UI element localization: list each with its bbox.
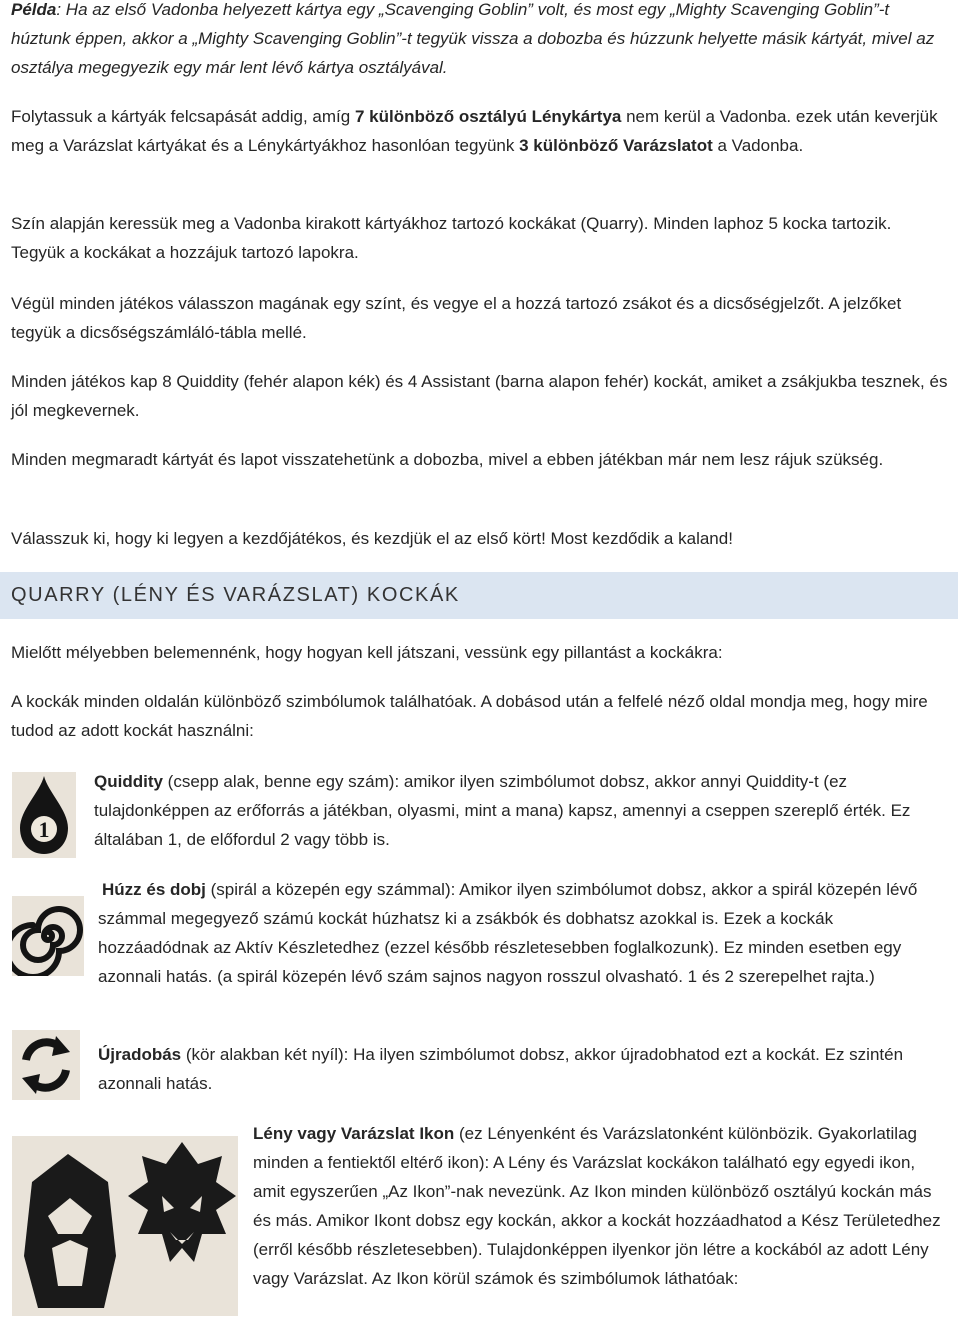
example-paragraph	[11, 0, 948, 82]
example-text: : Ha az első Vadonba helyezett kártya egy „Scavenging Goblin” volt, és most egy „Mighty Scavenging Goblin”-t húztunk éppen, akkor a „Mighty Scavenging Goblin”-t tegyük vissza a dobozba és húzzunk helyette másik kártyát, mivel az osztálya megegyezik egy már lent lévő kártya osztályával.	[11, 0, 935, 77]
reroll-arrows-icon	[12, 1030, 80, 1100]
icon-text: (ez Lényenként és Varázslatonként különbözik. Gyakorlatilag minden a fentiektől eltérő ikon): A Lény és Varázslat kockákon található egy egyedi ikon, amit egyszerűen „Az Ikon”-nak nevezünk. Az Ikon minden különböző osztályú kockán más és más. Amikor Ikont dobsz egy kockán, akkor a kockát hozzáadhatod a Kész Területedhez (erről később részletesebben). Tulajdonképpen ilyenkor jön létre a kockából az adott Lény vagy Varázslat. Az Ikon körül számok és szimbólumok láthatóak:	[253, 1124, 941, 1288]
quiddity-term: Quiddity	[94, 772, 163, 791]
draw-text: (spirál a közepén egy számmal): Amikor ilyen szimbólumot dobsz, akkor a spirál közepén lévő számmal megegyező számú kockát húzhatsz ki a zsákbók és dobhatsz azokkal is. Ezek a kockák hozzáadódnak az Aktív Készletedhez (ezzel később részletesebben foglalkozunk). Ez minden esetben egy azonnali hatás. (a spirál közepén lévő szám sajnos nagyon rosszul olvasható. 1 és 2 szerepelhet rajta.)	[98, 880, 918, 986]
wilds-setup-paragraph	[11, 102, 948, 160]
player-dice-paragraph: Minden játékos kap 8 Quiddity (fehér alapon kék) és 4 Assistant (barna alapon fehér) kockát, amiket a zsákjukba tesznek, és jól megkevernek.	[11, 372, 948, 420]
hooded-figure-icon	[24, 1154, 116, 1308]
text-run: Folytassuk a kártyák felcsapását addig, amíg	[11, 107, 355, 126]
draw-description	[98, 875, 946, 991]
dice-faces-paragraph: A kockák minden oldalán különböző szimbólumok találhatóak. A dobásod után a felfelé néző oldal mondja meg, hogy mire tudod az adott kockát használni:	[11, 692, 928, 740]
spiral-icon	[12, 896, 84, 976]
example-label: Példa	[11, 0, 57, 19]
creature-spell-icons	[12, 1136, 238, 1316]
bold-run: 7 különböző osztályú Lénykártya	[354, 107, 622, 126]
icon-description	[253, 1119, 942, 1293]
quiddity-number: 1	[38, 817, 50, 842]
reroll-description	[98, 1040, 946, 1098]
section-heading: QUARRY (LÉNY ÉS VARÁZSLAT) KOCKÁK	[0, 572, 958, 619]
quiddity-text: (csepp alak, benne egy szám): amikor ilyen szimbólumot dobsz, akkor annyi Quiddity-t (ez tulajdonképpen az erőforrás a játékban, olyasmi, mint a mana) kapsz, amennyi a cseppen szereplő érték. Ez általában 1, de előfordul 2 vagy több is.	[94, 772, 911, 849]
text-run: a Vadonba.	[712, 136, 804, 155]
beast-head-icon	[128, 1142, 236, 1262]
leftover-cards-paragraph: Minden megmaradt kártyát és lapot visszatehetünk a dobozba, mivel a ebben játékban már nem lesz rájuk szükség.	[11, 450, 884, 469]
quarry-dice-paragraph: Szín alapján keressük meg a Vadonba kirakott kártyákhoz tartozó kockákat (Quarry). Minden laphoz 5 kocka tartozik. Tegyük a kockákat a hozzájuk tartozó lapokra.	[11, 214, 892, 262]
reroll-text: (kör alakban két nyíl): Ha ilyen szimbólumot dobsz, akkor újradobhatod ezt a kockát. Ez szintén azonnali hatás.	[98, 1045, 904, 1093]
icon-term: Lény vagy Varázslat Ikon	[253, 1124, 455, 1143]
quiddity-description	[94, 767, 940, 854]
intro-paragraph: Mielőtt mélyebben belemennénk, hogy hogyan kell játszani, vessünk egy pillantást a kockákra:	[11, 643, 723, 662]
text-run: nem kerül a Vadonba. ezek után keverjük meg a Varázslat kártyákat és a Lénykártyákhoz hasonlóan tegyünk	[11, 107, 938, 155]
player-color-paragraph: Végül minden játékos válasszon magának egy színt, és vegye el a hozzá tartozó zsákot és a dicsőségjelzőt. A jelzőket tegyük a dicsőségszámláló-tábla mellé.	[11, 294, 902, 342]
start-player-paragraph: Válasszuk ki, hogy ki legyen a kezdőjátékos, és kezdjük el az első kört! Most kezdődik a kaland!	[11, 529, 733, 548]
draw-term: Húzz és dobj	[102, 880, 206, 899]
bold-run: 3 különböző Varázslatot	[519, 136, 713, 155]
quiddity-drop-icon	[12, 772, 76, 858]
reroll-term: Újradobás	[98, 1045, 182, 1064]
